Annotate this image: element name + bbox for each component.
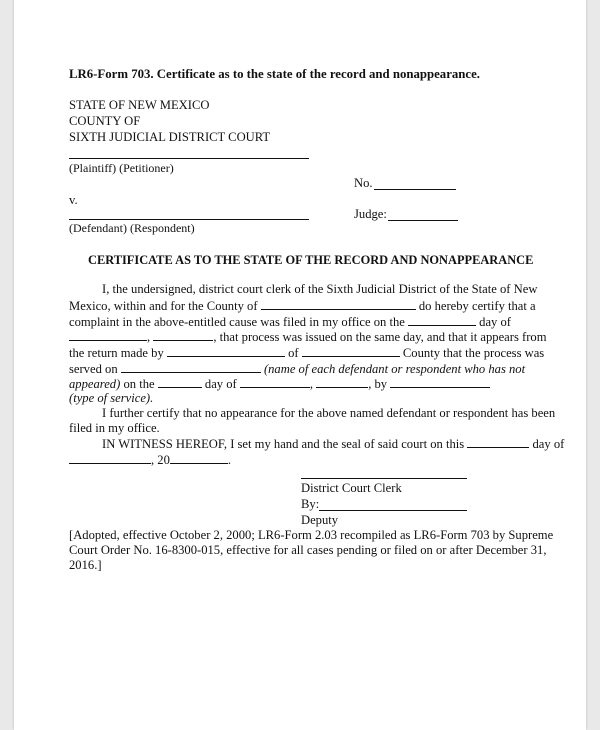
plaintiff-line[interactable] bbox=[69, 158, 309, 159]
body-line-5a: the return made by bbox=[69, 346, 164, 360]
footnote-line-2: Court Order No. 16-8300-015, effective for all cases pending or filed on or after December 31, bbox=[69, 543, 547, 557]
clerk-signature-line[interactable] bbox=[301, 478, 467, 479]
filed-day-blank[interactable] bbox=[408, 314, 476, 326]
process-county-blank[interactable] bbox=[302, 345, 400, 357]
body-line-7a: appeared) bbox=[69, 377, 121, 391]
body-line-7b: on the bbox=[123, 377, 155, 391]
body-line-7d: , bbox=[309, 377, 314, 391]
body-line-2a: Mexico, within and for the County of bbox=[69, 299, 258, 313]
caption-state: STATE OF NEW MEXICO bbox=[69, 98, 210, 112]
body-line-12b: . bbox=[227, 453, 232, 467]
service-year-blank[interactable] bbox=[316, 376, 368, 388]
body-line-5b: of bbox=[288, 346, 299, 360]
filed-month-blank[interactable] bbox=[69, 329, 147, 341]
body-line-9: I further certify that no appearance for the above named defendant or respondent has been bbox=[102, 406, 556, 420]
deputy-signature-line[interactable] bbox=[319, 510, 467, 511]
case-number-line[interactable] bbox=[374, 189, 456, 190]
case-number-label: No. bbox=[354, 176, 373, 190]
body-line-2b: do hereby certify that a bbox=[418, 299, 536, 313]
caption-county: COUNTY OF bbox=[69, 114, 141, 128]
clerk-label: District Court Clerk bbox=[301, 481, 402, 495]
body-line-6a: served on bbox=[69, 362, 118, 376]
body-line-8: (type of service). bbox=[69, 391, 154, 405]
body-line-3a: complaint in the above-entitled cause was filed in my office on the bbox=[69, 315, 405, 329]
plaintiff-label: (Plaintiff) (Petitioner) bbox=[69, 161, 174, 175]
form-title: LR6-Form 703. Certificate as to the state of the record and nonappearance. bbox=[69, 67, 480, 81]
body-line-4b: , that process was issued on the same day, and that it appears from bbox=[213, 330, 547, 344]
judge-line[interactable] bbox=[388, 220, 458, 221]
body-line-10: filed in my office. bbox=[69, 421, 160, 435]
service-day-blank[interactable] bbox=[158, 376, 202, 388]
body-line-5c: County that the process was bbox=[402, 346, 545, 360]
defendant-label: (Defendant) (Respondent) bbox=[69, 221, 195, 235]
certificate-heading: CERTIFICATE AS TO THE STATE OF THE RECORD AND NONAPPEARANCE bbox=[88, 253, 534, 267]
served-on-blank[interactable] bbox=[121, 361, 261, 373]
body-line-11b: day of bbox=[532, 437, 565, 451]
body-line-11a: IN WITNESS HEREOF, I set my hand and the seal of said court on this bbox=[102, 437, 465, 451]
judge-label: Judge: bbox=[354, 207, 387, 221]
document-page bbox=[14, 0, 586, 730]
filed-year-blank[interactable] bbox=[153, 329, 213, 341]
service-by-blank[interactable] bbox=[390, 376, 490, 388]
body-line-7c: day of bbox=[204, 377, 237, 391]
body-line-7e: , by bbox=[368, 377, 388, 391]
footnote-line-1: [Adopted, effective October 2, 2000; LR6-Form 2.03 recompiled as LR6-Form 703 by Supreme bbox=[69, 528, 554, 542]
county-blank[interactable] bbox=[261, 298, 416, 310]
body-line-6b: (name of each defendant or respondent who has not bbox=[263, 362, 526, 376]
body-line-1: I, the undersigned, district court clerk of the Sixth Judicial District of the State of New bbox=[102, 282, 538, 296]
body-line-4a: , bbox=[147, 330, 151, 344]
body-line-12a: , 20 bbox=[151, 453, 170, 467]
deputy-label: Deputy bbox=[301, 513, 339, 527]
service-month-blank[interactable] bbox=[240, 376, 310, 388]
witness-day-blank[interactable] bbox=[467, 436, 529, 448]
witness-year-blank[interactable] bbox=[170, 452, 228, 464]
defendant-line[interactable] bbox=[69, 219, 309, 220]
footnote-line-3: 2016.] bbox=[69, 558, 102, 572]
return-by-blank[interactable] bbox=[167, 345, 285, 357]
body-line-3b: day of bbox=[479, 315, 511, 329]
by-label: By: bbox=[301, 497, 320, 511]
caption-court: SIXTH JUDICIAL DISTRICT COURT bbox=[69, 130, 271, 144]
versus-label: v. bbox=[69, 193, 78, 207]
witness-month-blank[interactable] bbox=[69, 452, 151, 464]
